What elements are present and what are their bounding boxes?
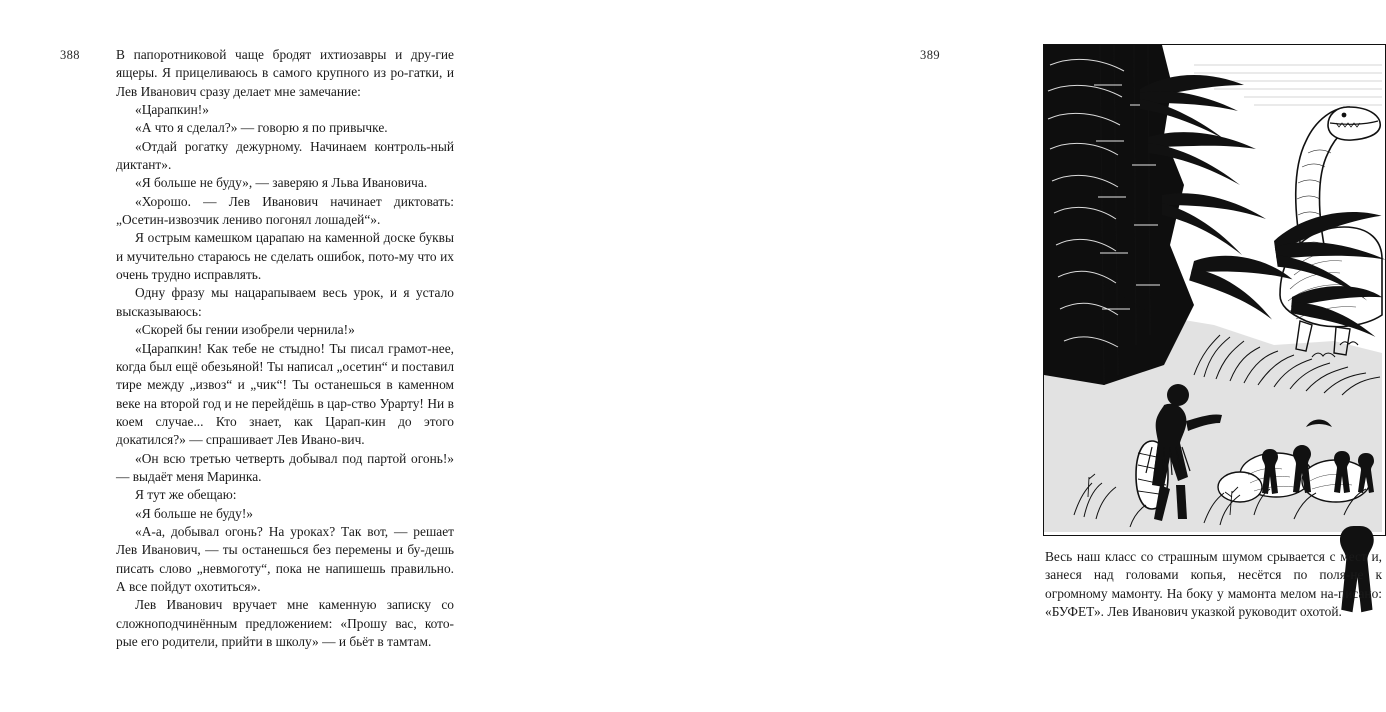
page-number-left: 388 [60, 48, 80, 62]
paragraph: «Отдай рогатку дежурному. Начинаем контроль-ный диктант». [116, 138, 454, 173]
right-page-text-column [1045, 548, 1382, 621]
page-number-right: 389 [920, 48, 940, 62]
paragraph: «Хорошо. — Лев Иванович начинает диктовать: „Осетин-извозчик лениво погонял лошадей“». [116, 193, 454, 228]
paragraph: В папоротниковой чаще бродят ихтиозавры и дру-гие ящеры. Я прицеливаюсь в самого крупного из ро-гатки, и Лев Иванович сразу делает мне замечание: [116, 47, 454, 99]
paragraph: Весь наш класс со страшным шумом срывается с мест и, занеся над головами копья, несётся по поля-не к огромному мамонту. На боку у мамонта мелом на-писано: «БУФЕТ». Лев Иванович указкой руководит охотой. [1045, 549, 1382, 620]
right-page [500, 0, 1382, 712]
paragraph: Я тут же обещаю: [135, 487, 237, 503]
paragraph: Одну фразу мы нацарапываем весь урок, и я устало высказываюсь: [116, 285, 454, 319]
paragraph: «Скорей бы гении изобрели чернила!» [135, 322, 355, 338]
paragraph: «А что я сделал?» — говорю я по привычке. [135, 120, 388, 136]
paragraph: «Он всю третью четверть добывал под партой огонь!» — выдаёт меня Маринка. [116, 450, 454, 484]
paragraph: «Царапкин!» [135, 102, 209, 118]
paragraph: Лев Иванович вручает мне каменную записку со сложноподчинённым предложением: «Прошу вас, кото-рые его родители, прийти в школу» — и бьёт в тамтам. [116, 597, 454, 649]
jungle-dinosaur-illustration [1044, 45, 1385, 535]
left-page-text-column [116, 46, 454, 651]
paragraph: «А-а, добывал огонь? На уроках? Так вот, — решает Лев Иванович, — ты останешься без перемены и бу-дешь писать слово „невмоготу“, пока не напишешь правильно. А все пойдут охотиться». [116, 523, 454, 594]
illustration-frame [1043, 44, 1386, 536]
paragraph: Я острым камешком царапаю на каменной доске буквы и мучительно стараюсь не сделать ошибок, пото-му что их очень трудно исправлять. [116, 230, 454, 283]
left-page [0, 0, 500, 712]
paragraph: «Я больше не буду!» [135, 505, 253, 521]
paragraph: «Я больше не буду», — заверяю я Льва Ивановича. [135, 175, 428, 191]
paragraph: «Царапкин! Как тебе не стыдно! Ты писал грамот-нее, когда был ещё обезьяной! Ты написал „осетин“ и поставил тире между „извоз“ и „чик“! Ты останешься в каменном веке на второй год и не перейдёшь в цар-ство Урарту! Ни в коем случае... Кто знает, как Царап-кин до этого докатился?» — спрашивает Лев Ивано-вич. [116, 340, 454, 448]
